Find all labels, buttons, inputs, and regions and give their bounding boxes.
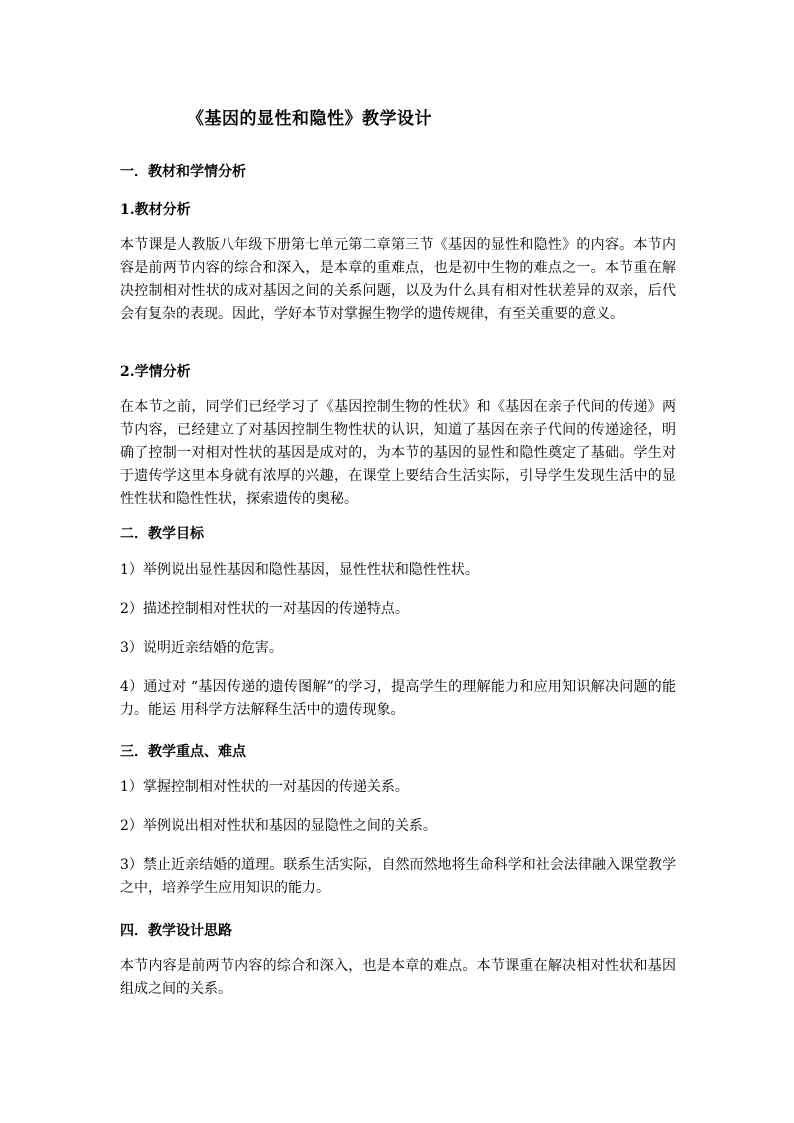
document-title: 《基因的显性和隐性》教学设计 bbox=[187, 109, 432, 129]
section-heading-1: 一．教材和学情分析 bbox=[120, 164, 246, 180]
subsection-heading-1-2: 2.学情分析 bbox=[120, 364, 191, 380]
section-heading-4: 四．教学设计思路 bbox=[120, 923, 232, 939]
objective-item-2: 2）描述控制相对性状的一对基因的传递特点。 bbox=[120, 601, 409, 617]
keypoint-item-3: 3）禁止近亲结婚的道理。联系生活实际，自然而然地将生命科学和社会法律融入课堂教学之中，培养学生应用知识的能力。 bbox=[120, 857, 676, 896]
paragraph-textbook-analysis: 本节课是人教版八年级下册第七单元第二章第三节《基因的显性和隐性》的内容。本节内容是前两节内容的综合和深入，是本章的重难点，也是初中生物的难点之一。本节重在解决控制相对性状的成对基因之间的关系问题，以及为什么具有相对性状差异的双亲，后代会有复杂的表现。因此，学好本节对掌握生物学的遗传规律，有至关重要的意义。 bbox=[120, 237, 676, 322]
keypoint-item-1: 1）掌握控制相对性状的一对基因的传递关系。 bbox=[120, 779, 409, 795]
paragraph-design-idea: 本节内容是前两节内容的综合和深入，也是本章的难点。本节课重在解决相对性状和基因组成之间的关系。 bbox=[120, 958, 676, 997]
keypoint-item-2: 2）举例说出相对性状和基因的显隐性之间的关系。 bbox=[120, 818, 437, 834]
section-heading-3: 三．教学重点、难点 bbox=[120, 744, 246, 760]
objective-item-4: 4）通过对 “基因传递的遗传图解”的学习，提高学生的理解能力和应用知识解决问题的能力。能运 用科学方法解释生活中的遗传现象。 bbox=[120, 679, 676, 718]
subsection-heading-1-1: 1.教材分析 bbox=[120, 202, 191, 218]
objective-item-1: 1）举例说出显性基因和隐性基因，显性性状和隐性性状。 bbox=[120, 562, 479, 578]
paragraph-student-analysis: 在本节之前，同学们已经学习了《基因控制生物的性状》和《基因在亲子代间的传递》两节内容，已经建立了对基因控制生物性状的认识，知道了基因在亲子代间的传递途径，明确了控制一对相对性状的基因是成对的，为本节的基因的显性和隐性奠定了基础。学生对于遗传学这里本身就有浓厚的兴趣，在课堂上要结合生活实际，引导学生发现生活中的显性性状和隐性性状，探索遗传的奥秘。 bbox=[120, 399, 676, 507]
section-heading-2: 二．教学目标 bbox=[120, 526, 204, 542]
objective-item-3: 3）说明近亲结婚的危害。 bbox=[120, 640, 283, 656]
